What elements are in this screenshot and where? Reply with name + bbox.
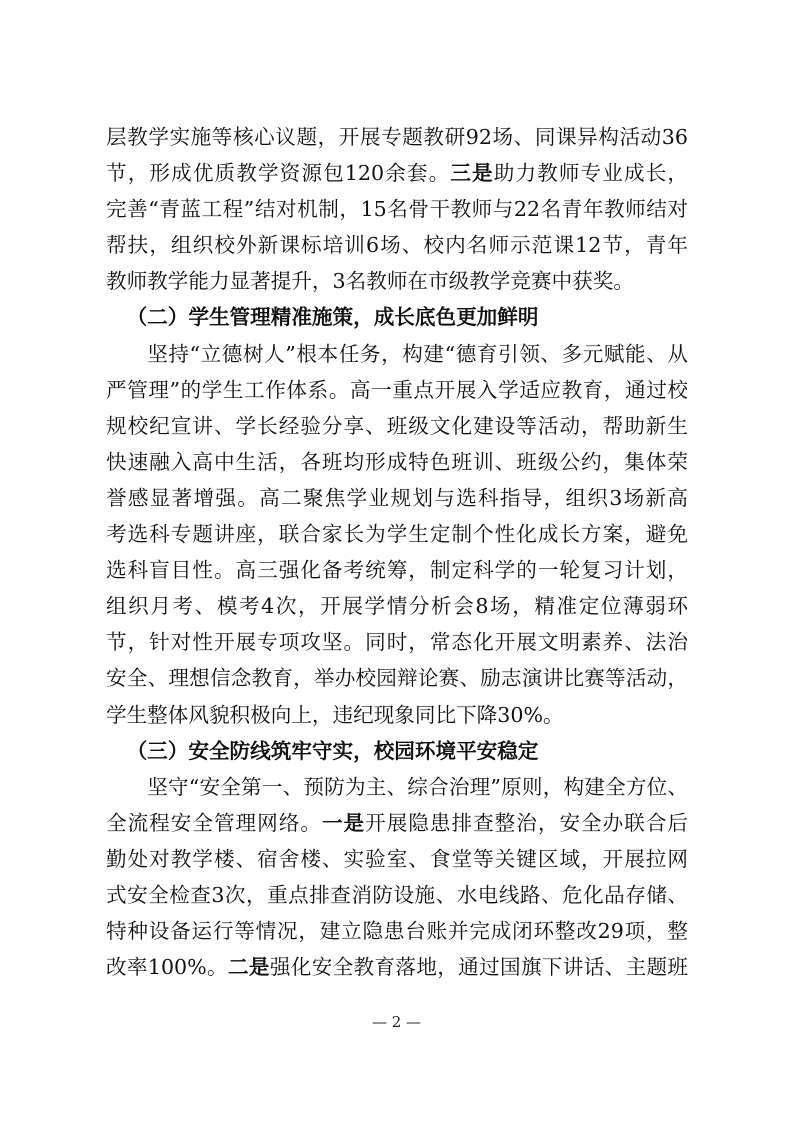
bold-marker: 一是 (321, 810, 366, 835)
text-segment: 教师教学能力显著提升，3名教师在市级教学竞赛中获奖。 (106, 269, 634, 294)
text-line (106, 588, 688, 624)
text-line (106, 841, 688, 877)
text-line (106, 155, 688, 191)
text-line (106, 480, 688, 516)
text-line (106, 660, 688, 696)
text-segment: 开展隐患排查整治，安全办联合后 (365, 810, 689, 835)
text-segment: 勤处对教学楼、宿舍楼、实验室、食堂等关键区域，开展拉网 (106, 846, 688, 871)
text-segment: 学生整体风貌积极向上，违纪现象同比下降30%。 (106, 702, 564, 727)
text-line (106, 805, 688, 841)
text-line (106, 408, 688, 444)
text-segment: 全流程安全管理网络。 (106, 810, 322, 835)
text-line (106, 444, 688, 480)
text-line (106, 913, 688, 949)
text-line (106, 227, 688, 263)
paragraph (106, 769, 688, 986)
text-segment: 特种设备运行等情况，建立隐患台账并完成闭环整改29项，整 (106, 919, 688, 944)
text-line (106, 263, 688, 299)
page-number: — 2 — (371, 1013, 422, 1031)
text-segment: 快速融入高中生活，各班均形成特色班训、班级公约，集体荣 (106, 449, 688, 474)
text-segment: 完善“青蓝工程”结对机制，15名骨干教师与22名青年教师结对 (106, 197, 688, 222)
bold-marker: 二是 (227, 955, 270, 980)
text-segment: 节，针对性开展专项攻坚。同时，常态化开展文明素养、法治 (106, 630, 688, 655)
text-segment: 式安全检查3次，重点排查消防设施、水电线路、危化品存储、 (106, 882, 688, 907)
text-segment: 选科盲目性。高三强化备考统筹，制定科学的一轮复习计划， (106, 558, 688, 583)
bold-marker: 三是 (450, 161, 494, 186)
text-segment: 安全、理想信念教育，举办校园辩论赛、励志演讲比赛等活动， (106, 666, 688, 691)
text-line (106, 552, 688, 588)
text-segment: 考选科专题讲座，联合家长为学生定制个性化成长方案，避免 (106, 522, 688, 547)
text-segment: 组织月考、模考4次，开展学情分析会8场，精准定位薄弱环 (106, 594, 688, 619)
text-line (106, 119, 688, 155)
section-heading: （二）学生管理精准施策，成长底色更加鲜明 (126, 305, 539, 330)
text-line (106, 516, 688, 552)
text-segment: 节，形成优质教学资源包120余套。 (106, 161, 451, 186)
paragraph (106, 119, 688, 299)
text-segment: 坚守“安全第一、预防为主、综合治理”原则，构建全方位、 (147, 774, 688, 799)
text-line (106, 191, 688, 227)
paragraph (106, 336, 688, 733)
section-heading: （三）安全防线筑牢守实，校园环境平安稳定 (126, 738, 539, 763)
text-segment: 改率100%。 (106, 955, 228, 980)
document-body (106, 119, 688, 985)
text-line (106, 697, 688, 733)
text-segment: 坚持“立德树人”根本任务，构建“德育引领、多元赋能、从 (147, 341, 688, 366)
text-line (106, 949, 688, 985)
text-line (106, 877, 688, 913)
text-segment: 规校纪宣讲、学长经验分享、班级文化建设等活动，帮助新生 (106, 413, 688, 438)
text-segment: 助力教师专业成长， (493, 161, 689, 186)
text-line (106, 624, 688, 660)
text-line (106, 336, 688, 372)
text-line (106, 769, 688, 805)
text-segment: 强化安全教育落地，通过国旗下讲话、主题班 (269, 955, 689, 980)
text-segment: 严管理”的学生工作体系。高一重点开展入学适应教育，通过校 (106, 377, 688, 402)
text-segment: 誉感显著增强。高二聚焦学业规划与选科指导，组织3场新高 (106, 485, 688, 510)
text-line (106, 372, 688, 408)
text-segment: 帮扶，组织校外新课标培训6场、校内名师示范课12节，青年 (106, 233, 688, 258)
text-segment: 层教学实施等核心议题，开展专题教研92场、同课异构活动36 (106, 125, 688, 149)
